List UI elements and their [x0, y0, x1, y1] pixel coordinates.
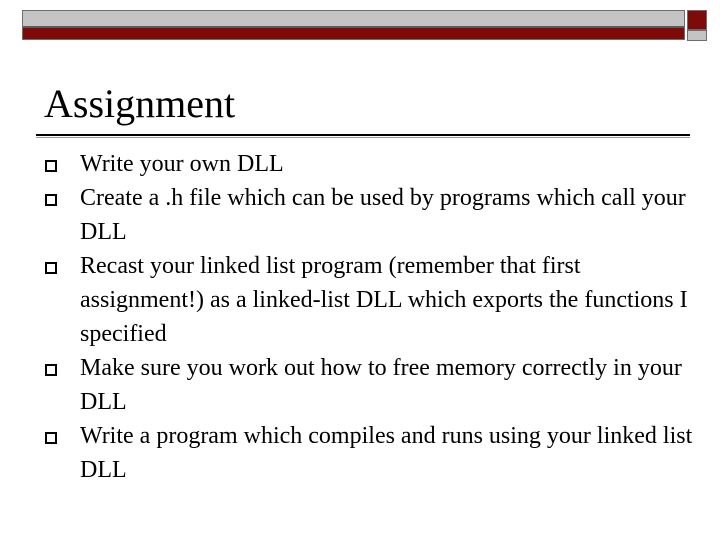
hollow-square-bullet-icon [45, 160, 57, 172]
hollow-square-bullet-icon [45, 432, 57, 444]
bullet-text: Write your own DLL [80, 151, 284, 177]
banner-corner-square [687, 10, 707, 30]
bullet-item [0, 181, 720, 249]
hollow-square-bullet-icon [45, 262, 57, 274]
hollow-square-bullet-icon [45, 194, 57, 206]
top-banner-stripe [23, 11, 684, 28]
bullet-list [0, 147, 720, 487]
bullet-text: Write a program which compiles and runs using your linked list DLL [80, 423, 693, 483]
slide-title: Assignment [44, 81, 236, 126]
title-underline [36, 134, 690, 136]
banner-corner-square-lower [687, 30, 707, 41]
bullet-item [0, 249, 720, 351]
bullet-item [0, 147, 720, 181]
title-underline-shadow [36, 137, 690, 138]
bullet-text: Recast your linked list program (remember that first assignment!) as a linked-list DLL which exports the functions I specified [80, 253, 688, 347]
bullet-item [0, 419, 720, 487]
bullet-item [0, 351, 720, 419]
top-banner [22, 10, 685, 40]
hollow-square-bullet-icon [45, 364, 57, 376]
bullet-text: Make sure you work out how to free memory correctly in your DLL [80, 355, 682, 415]
bullet-text: Create a .h file which can be used by programs which call your DLL [80, 185, 686, 245]
